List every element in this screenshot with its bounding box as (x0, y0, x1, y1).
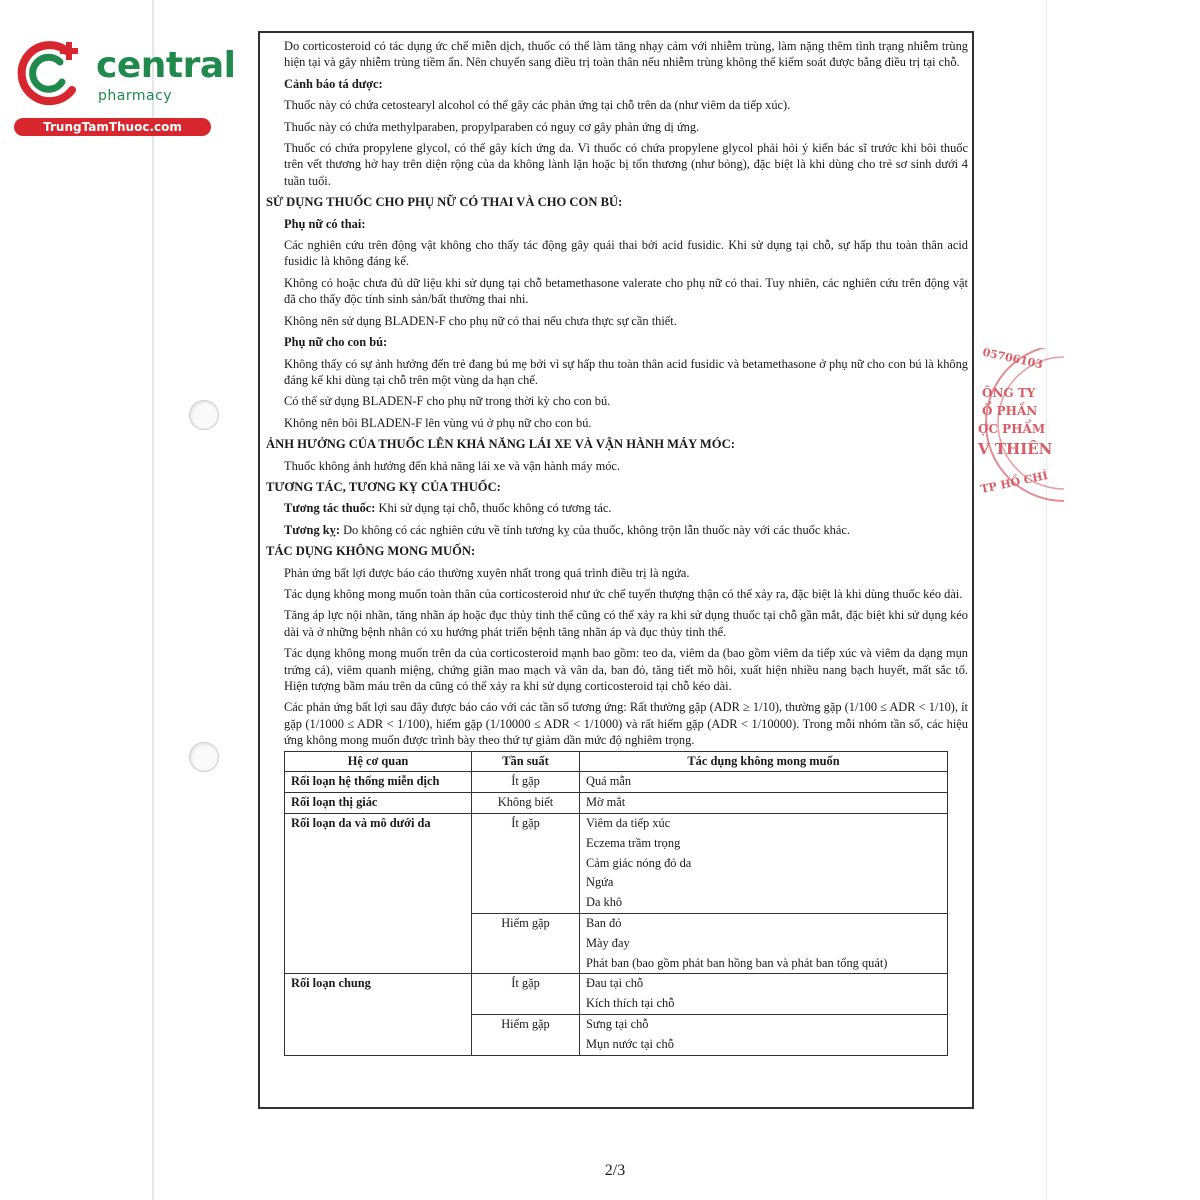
logo-subtitle: pharmacy (98, 88, 173, 104)
paragraph: Không nên sử dụng BLADEN-F cho phụ nữ có thai nếu chưa thực sự cần thiết. (284, 313, 677, 328)
page-number: 2/3 (604, 1162, 626, 1179)
frequency-cell: Hiếm gặp (472, 1014, 580, 1055)
paragraph-incompatibility (266, 522, 968, 538)
company-stamp (974, 345, 1054, 498)
heading-driving: ẢNH HƯỞNG CỦA THUỐC LÊN KHẢ NĂNG LÁI XE VÀ VẬN HÀNH MÁY MÓC: (266, 437, 735, 452)
page-edge-right (1046, 0, 1047, 1200)
stamp-text: ỢC PHẨM (978, 422, 1046, 436)
effect-item: Ngứa (586, 875, 614, 890)
effects-cell (580, 914, 948, 974)
paragraph: Thuốc có chứa propylene glycol, có thể gây kích ứng da. Vì thuốc có chứa propylene glycol phải hỏi ý kiến bác sĩ trước khi bôi thuốc trên vết thương hở hay trên diện rộng của da không lành lặn hoặc bị tổn thương (như bỏng), đặc biệt là khi dùng cho trẻ sơ sinh dưới 4 tuần tuổi. (284, 141, 968, 188)
effect-item: Mờ mắt (586, 795, 626, 810)
organ-cell: Rối loạn da và mô dưới da (285, 814, 472, 974)
heading-interaction: TƯƠNG TÁC, TƯƠNG KỴ CỦA THUỐC: (266, 479, 501, 494)
table-header-row (285, 751, 948, 772)
effects-cell (580, 1014, 948, 1055)
punch-hole (189, 400, 219, 430)
subheading-excipient: Cảnh báo tá dược: (284, 76, 383, 91)
effects-cell (580, 974, 948, 1015)
stamp-text: V THIÊN (978, 440, 1053, 458)
logo-mark-icon (10, 38, 90, 108)
stamp-text: Ổ PHẦN (982, 404, 1038, 418)
paragraph: Tác dụng không mong muốn trên da của corticosteroid mạnh bao gồm: teo da, viêm da (bao gồm viêm da tiếp xúc và viêm da dạng mụn trứng cá), viêm quanh miệng, chứng giãn mao mạch và vân da, ban đỏ, tăng tiết mồ hôi, xuất hiện nhiều nang bạch huyết, mất sắc tố. Hiện tượng bầm máu trên da cũng có thể xảy ra khi sử dụng corticosteroid tại chỗ kéo dài. (284, 646, 968, 693)
interaction-text: Khi sử dụng tại chỗ, thuốc không có tương tác. (378, 501, 612, 516)
effect-item: Cảm giác nóng đỏ da (586, 855, 692, 870)
effect-item: Sưng tại chỗ (586, 1016, 649, 1031)
paragraph: Có thể sử dụng BLADEN-F cho phụ nữ trong thời kỳ cho con bú. (284, 394, 611, 409)
column-header: Tần suất (472, 751, 580, 772)
subheading-pregnant: Phụ nữ có thai: (284, 216, 366, 231)
logo-name: central (96, 45, 236, 86)
frequency-cell: Ít gặp (472, 772, 580, 793)
effect-item: Eczema trầm trọng (586, 835, 681, 850)
incompat-label: Tương kỵ: (284, 522, 340, 537)
paragraph: Các nghiên cứu trên động vật không cho thấy tác động gây quái thai bởi acid fusidic. Khi sử dụng tại chỗ, sự hấp thu toàn thân acid fusidic là không đáng kể. (284, 238, 968, 269)
effect-item: Quá mẫn (586, 774, 632, 789)
page-edge (152, 0, 154, 1200)
paragraph: Phản ứng bất lợi được báo cáo thường xuyên nhất trong quá trình điều trị là ngứa. (284, 565, 690, 580)
effect-item: Đau tại chỗ (586, 976, 644, 991)
incompat-text: Do không có các nghiên cứu về tính tương kỵ của thuốc, không trộn lẫn thuốc này với các thuốc khác. (343, 522, 850, 537)
effect-item: Mày đay (586, 935, 630, 950)
logo-url-badge[interactable]: TrungTamThuoc.com (14, 118, 211, 136)
paragraph-interaction (266, 500, 968, 516)
organ-cell: Rối loạn thị giác (285, 793, 472, 814)
paragraph: Tác dụng không mong muốn toàn thân của corticosteroid như ức chế tuyến thượng thận có thể xảy ra, đặc biệt là khi dùng thuốc kéo dài. (284, 586, 963, 601)
effects-cell (580, 793, 948, 814)
document-content (266, 38, 968, 1056)
column-header: Hệ cơ quan (285, 751, 472, 772)
subheading-lactation: Phụ nữ cho con bú: (284, 335, 388, 350)
punch-hole (189, 742, 219, 772)
adverse-reactions-table (284, 751, 948, 1056)
table-row (285, 814, 948, 914)
effect-item: Kích thích tại chỗ (586, 996, 675, 1011)
frequency-cell: Hiếm gặp (472, 914, 580, 974)
stamp-text: TP HỒ CHÍ (979, 469, 1049, 496)
frequency-cell: Ít gặp (472, 974, 580, 1015)
stamp-text: ÔNG TY (982, 386, 1036, 400)
frequency-cell: Ít gặp (472, 814, 580, 914)
heading-pregnancy: SỬ DỤNG THUỐC CHO PHỤ NỮ CÓ THAI VÀ CHO CON BÚ: (266, 195, 623, 210)
heading-adverse: TÁC DỤNG KHÔNG MONG MUỐN: (266, 544, 476, 559)
effect-item: Ban đỏ (586, 916, 622, 930)
paragraph: Thuốc này có chứa cetostearyl alcohol có thể gây các phản ứng tại chỗ trên da (như viêm da tiếp xúc). (284, 98, 791, 113)
effect-item: Viêm da tiếp xúc (586, 816, 671, 831)
paragraph: Do corticosteroid có tác dụng ức chế miễn dịch, thuốc có thể làm tăng nhạy cảm với nhiễm trùng, làm nặng thêm tình trạng nhiễm trùng hiện tại và gây nhiễm trùng tiềm ẩn. Nên chuyển sang điều trị toàn thân nếu nhiễm trùng không thể kiểm soát được bằng điều trị tại chỗ. (284, 39, 968, 70)
effect-item: Mụn nước tại chỗ (586, 1036, 674, 1051)
table-row (285, 793, 948, 814)
table-row (285, 772, 948, 793)
paragraph: Thuốc này có chứa methylparaben, propylparaben có nguy cơ gây phản ứng dị ứng. (284, 119, 700, 134)
effect-item: Phát ban (bao gồm phát ban hồng ban và phát ban tổng quát) (586, 955, 888, 970)
frequency-cell: Không biết (472, 793, 580, 814)
paragraph: Thuốc không ảnh hưởng đến khả năng lái xe và vận hành máy móc. (284, 458, 621, 473)
effects-cell (580, 814, 948, 914)
interaction-label: Tương tác thuốc: (284, 501, 376, 516)
effects-cell (580, 772, 948, 793)
paragraph: Không nên bôi BLADEN-F lên vùng vú ở phụ nữ cho con bú. (284, 415, 592, 430)
central-pharmacy-logo[interactable] (10, 38, 236, 138)
column-header: Tác dụng không mong muốn (580, 751, 948, 772)
paragraph: Không thấy có sự ảnh hưởng đến trẻ đang bú mẹ bởi vì sự hấp thu toàn thân acid fusidic và betamethasone ở phụ nữ cho con bú là không đáng kể khi dùng tại chỗ trên một vùng da hạn chế. (284, 356, 968, 387)
organ-cell: Rối loạn hệ thống miễn dịch (285, 772, 472, 793)
table-row (285, 974, 948, 1015)
stamp-text: 05706103 (981, 345, 1044, 372)
paragraph: Các phản ứng bất lợi sau đây được báo cáo với các tần số tương ứng: Rất thường gặp (ADR ≥ 1/10), thường gặp (1/100 ≤ ADR < 1/10), ít gặp (1/1000 ≤ ADR < 1/100), hiếm gặp (1/10000 ≤ ADR < 1/1000) và rất hiếm gặp (ADR < 1/10000). Trong mỗi nhóm tần số, các hiệu ứng không mong muốn được trình bày theo thứ tự giảm dần mức độ nghiêm trọng. (284, 700, 968, 748)
effect-item: Da khô (586, 895, 623, 910)
organ-cell: Rối loạn chung (285, 974, 472, 1055)
paragraph: Không có hoặc chưa đủ dữ liệu khi sử dụng tại chỗ betamethasone valerate cho phụ nữ có thai. Tuy nhiên, các nghiên cứu trên động vật đã cho thấy độc tính sinh sản/bất thường thai nhi. (284, 275, 968, 307)
paragraph: Tăng áp lực nội nhãn, tăng nhãn áp hoặc đục thủy tinh thể cũng có thể xảy ra khi sử dụng thuốc tại chỗ gần mắt, đặc biệt khi sử dụng kéo dài và ở những bệnh nhân có xu hướng phát triển bệnh tăng nhãn áp và đục thủy tinh thể. (284, 608, 968, 639)
